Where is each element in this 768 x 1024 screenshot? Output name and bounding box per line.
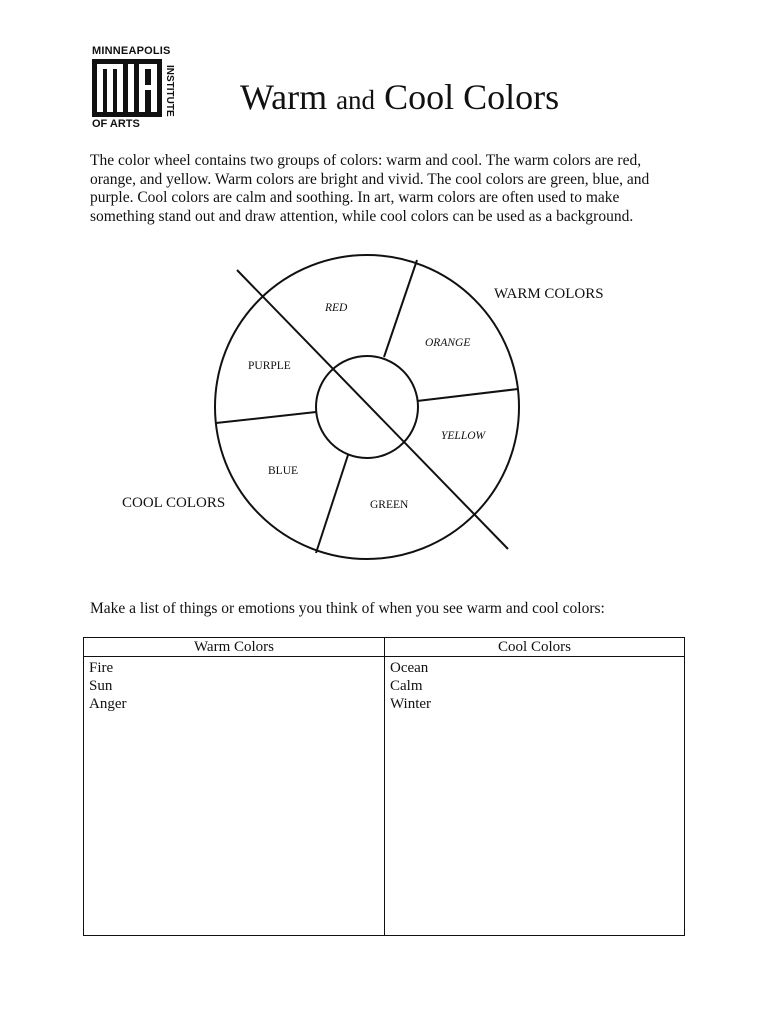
divider-yellow-green <box>316 455 348 553</box>
list-item: Ocean <box>390 660 429 676</box>
segment-orange: ORANGE <box>425 337 471 349</box>
segment-green: GREEN <box>370 499 409 511</box>
logo-top-text: MINNEAPOLIS <box>92 45 171 57</box>
segment-yellow: YELLOW <box>441 430 486 442</box>
list-item: Winter <box>390 696 432 712</box>
title-and: and <box>336 85 376 115</box>
color-wheel <box>200 255 540 565</box>
cool-items-cell[interactable] <box>385 657 684 713</box>
list-item: Sun <box>89 678 113 694</box>
colors-table <box>83 637 685 936</box>
title-warm: Warm <box>240 77 328 117</box>
segment-purple: PURPLE <box>248 360 291 372</box>
segment-blue: BLUE <box>268 465 299 477</box>
warm-items-cell[interactable] <box>84 657 384 713</box>
wheel-inner-circle <box>316 356 418 458</box>
list-item: Calm <box>390 678 423 694</box>
cool-column <box>385 638 684 935</box>
divider-red-orange <box>384 260 417 357</box>
logo-bottom-text: OF ARTS <box>92 118 140 130</box>
list-instruction: Make a list of things or emotions you think of when you see warm and cool colors: <box>90 600 605 617</box>
warm-column <box>84 638 385 935</box>
logo-mia-block <box>92 59 162 117</box>
list-item: Fire <box>89 660 114 676</box>
cool-column-header: Cool Colors <box>385 638 684 657</box>
divider-orange-yellow <box>417 389 518 401</box>
warm-colors-label: WARM COLORS <box>494 286 604 302</box>
page-title <box>240 76 559 118</box>
intro-paragraph: The color wheel contains two groups of colors: warm and cool. The warm colors are red, orange, and yellow. Warm colors are bright and vivid. The cool colors are green, blue, and purple. Cool colors are calm and soothing. In art, warm colors are often used to make something stand out and draw attention, while cool colors can be used as a background. <box>90 152 650 225</box>
mia-logo <box>90 45 180 135</box>
cool-colors-label: COOL COLORS <box>122 495 226 511</box>
list-item: Anger <box>89 696 127 712</box>
divider-blue-purple <box>216 412 316 423</box>
segment-red: RED <box>325 302 348 314</box>
warm-column-header: Warm Colors <box>84 638 384 657</box>
logo-side-text: INSTITUTE <box>164 65 175 117</box>
title-cool-colors: Cool Colors <box>384 77 560 117</box>
